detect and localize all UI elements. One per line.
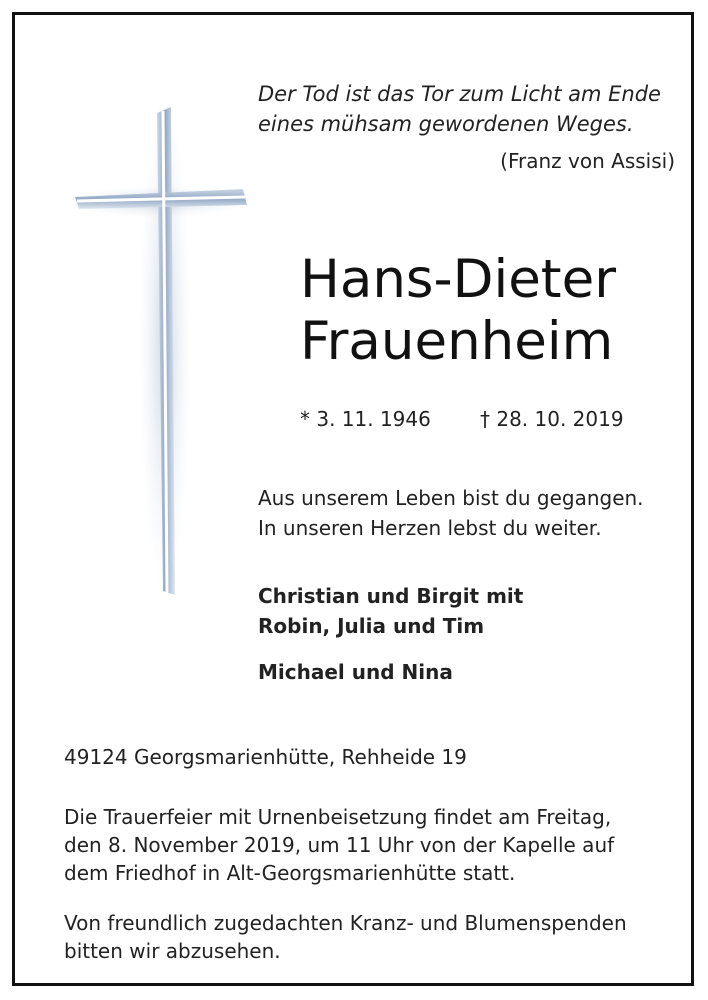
obituary-notice: [12, 12, 694, 986]
notice-line: dem Friedhof in Alt-Georgsmarienhütte statt.: [64, 861, 516, 885]
memorial-verse: [258, 483, 688, 543]
notice-line: den 8. November 2019, um 11 Uhr von der Kapelle auf: [64, 833, 615, 857]
deceased-name: [300, 249, 680, 373]
death-date: † 28. 10. 2019: [480, 407, 624, 431]
request-line: Von freundlich zugedachten Kranz- und Blumenspenden: [64, 911, 627, 935]
notice-line: Die Trauerfeier mit Urnenbeisetzung findet am Freitag,: [64, 805, 612, 829]
address: 49124 Georgsmarienhütte, Rehheide 19: [64, 745, 467, 769]
funeral-notice: [64, 803, 684, 887]
family-line: Christian und Birgit mit: [258, 584, 524, 608]
verse-line-1: Aus unserem Leben bist du gegangen.: [258, 486, 644, 510]
family-group-2: [258, 657, 688, 687]
deceased-first-name: Hans-Dieter: [300, 249, 616, 310]
family-signatures: [258, 581, 688, 687]
request-line: bitten wir abzusehen.: [64, 939, 281, 963]
deceased-last-name: Frauenheim: [300, 311, 614, 372]
verse-line-2: In unseren Herzen lebst du weiter.: [258, 516, 602, 540]
quote-line-2: eines mühsam gewordenen Weges.: [258, 112, 634, 136]
cross-icon: [71, 105, 251, 605]
quote-source: (Franz von Assisi): [500, 149, 675, 173]
quote-line-1: Der Tod ist das Tor zum Licht am Ende: [258, 82, 661, 106]
family-group-1: [258, 581, 688, 641]
quote: [258, 79, 678, 139]
birth-date: * 3. 11. 1946: [300, 407, 431, 431]
family-line: Michael und Nina: [258, 660, 453, 684]
family-line: Robin, Julia und Tim: [258, 614, 485, 638]
flower-request: [64, 909, 684, 965]
